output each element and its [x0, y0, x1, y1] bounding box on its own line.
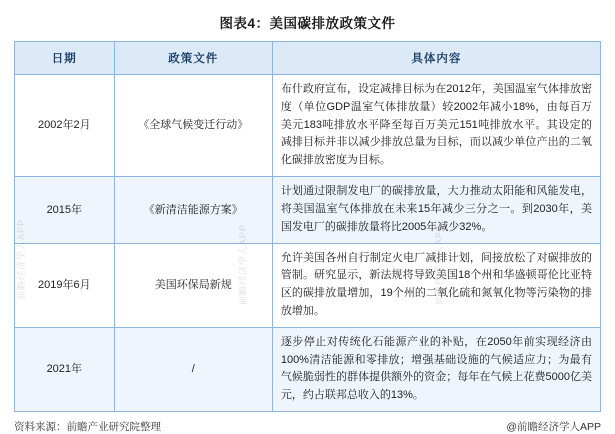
- watermark-right: 前瞻经济学人APP: [434, 223, 444, 305]
- cell-document: 《全球气候变迁行动》: [114, 75, 272, 177]
- cell-detail: 布什政府宣布，设定减排目标为在2012年，美国温室气体排放密度（单位GDP温室气体排放量）较2002年减小18%，由每百万美元183吨排放水平降至每百万美元151吨排放水平。其设定的减排目标并非以减少排放总量为目标，而以减少单位产出的二氧化碳排放密度为目标。: [272, 75, 600, 177]
- cell-date: 2021年: [15, 327, 115, 411]
- cell-document: /: [114, 327, 272, 411]
- column-header-document: 政策文件: [114, 42, 272, 75]
- page-footer: [14, 419, 601, 434]
- table-row: [15, 327, 601, 411]
- watermark-left: 前瞻经济学人APP: [16, 218, 26, 300]
- policy-table: [14, 41, 601, 412]
- cell-detail: 允许美国各州自行制定火电厂减排计划，间接放松了对碳排放的管制。研究显示，新法规将导致美国18个州和华盛顿哥伦比亚特区的碳排放量增加，19个州的二氧化硫和氮氧化物等污染物的排放增加。: [272, 243, 600, 327]
- cell-detail: 逐步停止对传统化石能源产业的补贴，在2050年前实现经济由100%清洁能源和零排放；增强基础设施的气候适应力；为最有气候脆弱性的群体提供额外的资金；每年在气候上花费5000亿美元，约占联邦总收入的13%。: [272, 327, 600, 411]
- source-note: 资料来源：前瞻产业研究院整理: [14, 421, 161, 433]
- table-row: [15, 243, 601, 327]
- cell-date: 2015年: [15, 177, 115, 243]
- column-header-date: 日期: [15, 42, 115, 75]
- table-row: [15, 177, 601, 243]
- table-header: [15, 42, 601, 75]
- brand-label: @前瞻经济学人APP: [506, 421, 601, 433]
- cell-document: 《新清洁能源方案》: [114, 177, 272, 243]
- cell-date: 2002年2月: [15, 75, 115, 177]
- table-header-row: [15, 42, 601, 75]
- cell-date: 2019年6月: [15, 243, 115, 327]
- table-row: [15, 75, 601, 177]
- page-title: 图表4：美国碳排放政策文件: [219, 16, 396, 31]
- column-header-detail: 具体内容: [272, 42, 600, 75]
- watermark-middle: 前瞻经济学人APP: [238, 223, 248, 305]
- cell-document: 美国环保局新规: [114, 243, 272, 327]
- table-body: [15, 75, 601, 412]
- cell-detail: 计划通过限制发电厂的碳排放量，大力推动太阳能和风能发电，将美国温室气体排放在未来15年减少三分之一。到2030年，美国发电厂的碳排放量将比2005年减少32%。: [272, 177, 600, 243]
